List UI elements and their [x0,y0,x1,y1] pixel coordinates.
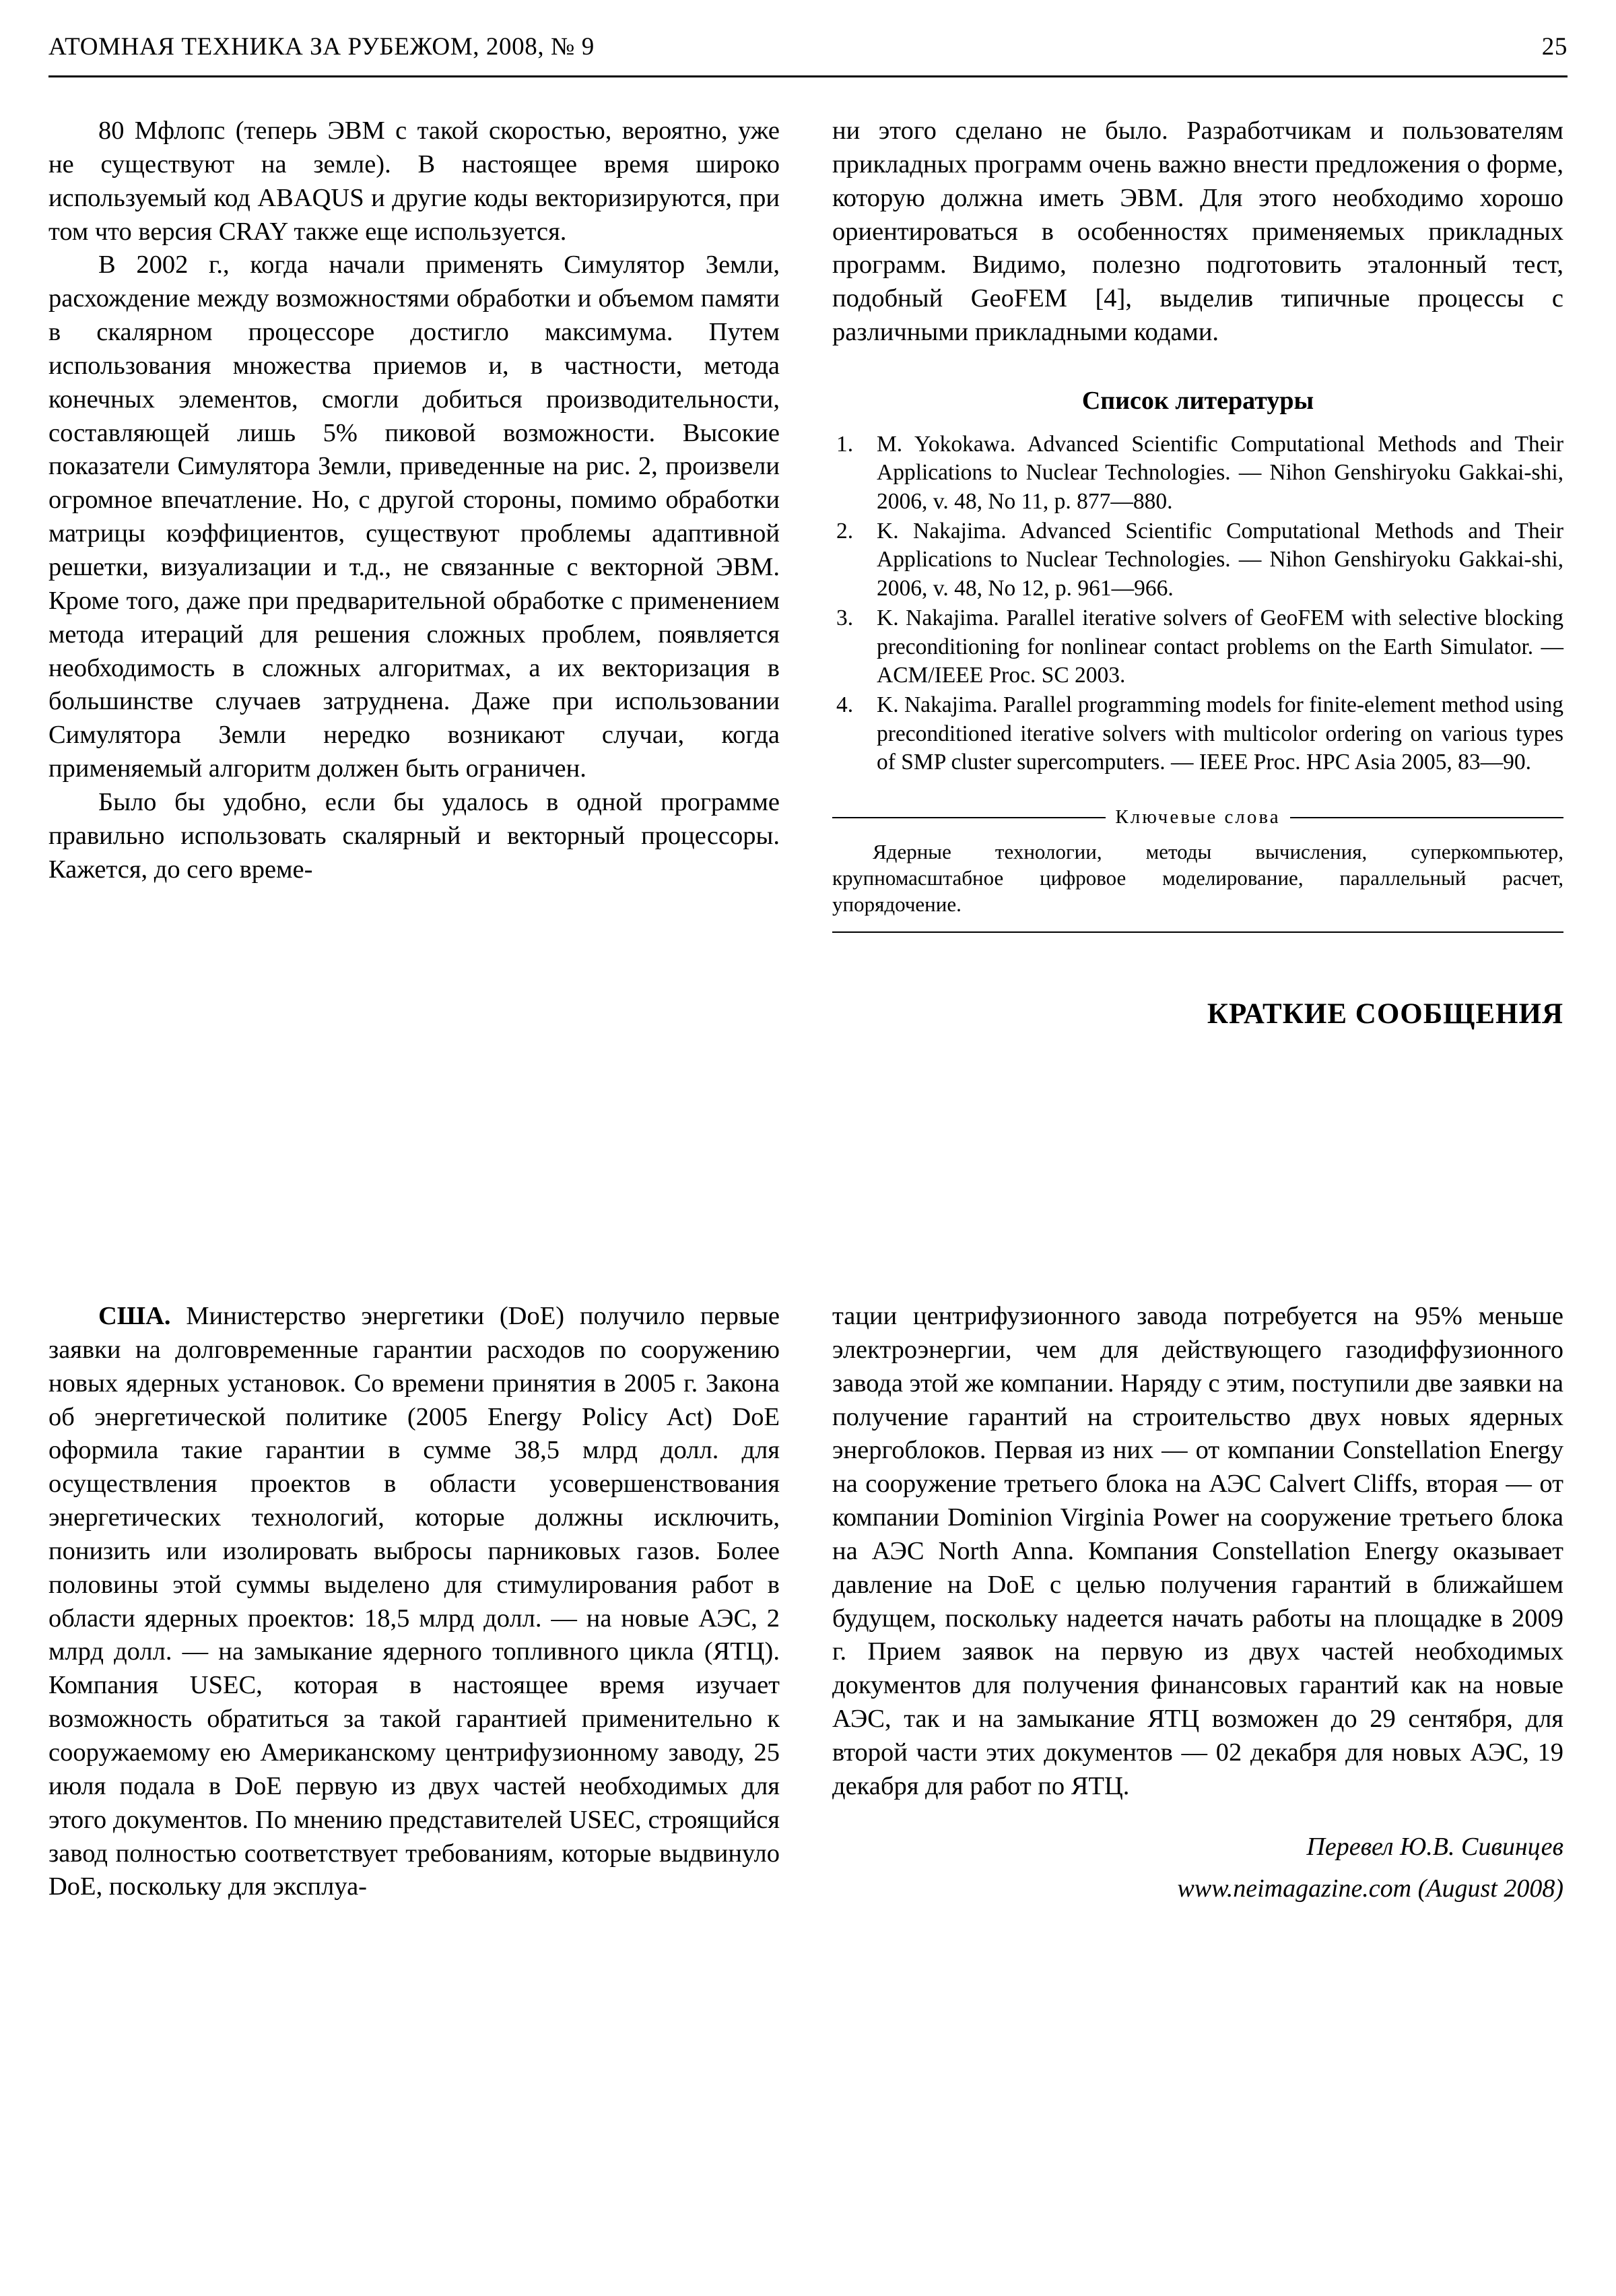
reference-text: K. Nakajima. Parallel programming models for finite-element method using preconditioned iterative solvers with multicolor ordering on various types of SMP cluster supercomputers. — IEEE Proc. HPC Asia 2005, 83—90. [877,692,1563,775]
paragraph: ни этого сделано не было. Разработчикам и пользователям прикладных программ очень важно внести предложения о форме, которую должна иметь ЭВМ. Для этого необходимо хорошо ориентироваться в особенностях применяемых прикладных программ. Видимо, полезно подготовить эталонный тест, подобный GeoFEM [4], выделив типичные процессы с различными прикладными кодами. [832,117,1563,347]
right-column-top [832,114,1563,1030]
rule-right [1290,817,1563,818]
reference-text: M. Yokokawa. Advanced Scientific Computational Methods and Their Applications to Nuclear Technologies. — Nihon Genshiryoku Gakkai-shi, 2006, v. 48, No 11, p. 877—880. [877,431,1563,514]
reference-number: 1. [836,431,854,457]
reference-number: 3. [836,605,854,631]
references-heading: Список литературы [1081,386,1314,415]
paragraph: Было бы удобно, если бы удалось в одной программе правильно использовать скалярный и векторный процессоры. Кажется, до сего време- [48,787,780,884]
keywords-block [832,806,1563,932]
reference-item [832,691,1563,777]
keywords-text: Ядерные технологии, методы вычисления, суперкомпьютер, крупномасштабное цифровое моделирование, параллельный расчет, упорядочение. [832,840,1563,916]
page-number: 25 [1541,33,1568,61]
left-column-news [48,1300,780,1904]
reference-text: K. Nakajima. Advanced Scientific Computational Methods and Their Applications to Nuclear Technologies. — Nihon Genshiryoku Gakkai-shi, 2006, v. 48, No 12, p. 961—966. [877,519,1563,601]
news-body-left: Министерство энергетики (DoE) получило первые заявки на долговременные гарантии расходов по сооружению новых ядерных установок. Со времени принятия в 2005 г. Закона об энергетической политике (2005 Energy Policy Act) DoE оформила такие гарантии в сумме 38,5 млрд долл. для осуществления проектов в области усовершенствования энергетических технологий, которые должны исключить, понизить или изолировать выбросы парниковых газов. Более половины этой суммы выделено для стимулирования работ в области ядерных проектов: 18,5 млрд долл. — на новые АЭС, 2 млрд долл. — на замыкание ядерного топливного цикла (ЯТЦ). Компания USEC, которая в настоящее время изучает возможность обратиться за такой гарантией применительно к сооружаемому ею Американскому центрифузионному заводу, 25 июля подала в DoE первую из двух частей необходимых для этого документов. По мнению представителей USEC, строящийся завод полностью соответствует требованиям, которые выдвинуло DoE, поскольку для эксплуа- [48,1302,780,1901]
keywords-bottom-divider [832,931,1563,933]
keywords-label: Ключевые слова [1115,806,1281,828]
news-paragraph-left [48,1300,780,1904]
keywords-header [832,806,1563,828]
reference-item [832,604,1563,690]
references-list [832,430,1563,777]
news-country-lead: США. [98,1302,171,1330]
translator-credit: Перевел Ю.В. Сивинцев [1306,1832,1563,1861]
right-column-news [832,1300,1563,1904]
section-heading: КРАТКИЕ СООБЩЕНИЯ [1207,997,1563,1030]
rule-left [832,817,1106,818]
paragraph: В 2002 г., когда начали применять Симулятор Земли, расхождение между возможностями обработки и объемом памяти в скалярном процессоре достигло максимума. Путем использования множества приемов и, в частности, метода конечных элементов, смогли добиться производительности, составляющей лишь 5% пиковой возможности. Высокие показатели Симулятора Земли, приведенные на рис. 2, произвели огромное впечатление. Но, с другой стороны, помимо обработки матрицы коэффициентов, существуют проблемы адаптивной решетки, визуализации и т.д., не связанные с векторной ЭВМ. Кроме того, даже при предварительной обработке с применением метода итераций для решения сложных проблем, появляется необходимость в сложных алгоритмах, а их векторизация в большинстве случаев затруднена. Даже при использовании Симулятора Земли нередко возникают случаи, когда применяемый алгоритм должен быть ограничен. [48,251,780,783]
reference-item [832,430,1563,516]
news-paragraph-right: тации центрифузионного завода потребуется на 95% меньше электроэнергии, чем для действующего газодиффузионного завода этой же компании. Наряду с этим, поступили две заявки на получение гарантий на строительство двух новых ядерных энергоблоков. Первая из них — от компании Constellation Energy на сооружение третьего блока на АЭС Calvert Cliffs, вторая — от компании Dominion Virginia Power на сооружение третьего блока на АЭС North Anna. Компания Constellation Energy оказывает давление на DoE с целью получения гарантий в ближайшем будущем, поскольку надеется начать работы на площадке в 2009 г. Прием заявок на первую из двух частей необходимых документов для получения финансовых гарантий как на новые АЭС, так и на замыкание ЯТЦ возможен до 29 сентября, для второй части этих документов — 02 декабря для новых АЭС, 19 декабря для работ по ЯТЦ. [832,1302,1563,1800]
top-columns [48,114,1568,1030]
news-columns [48,1300,1568,1904]
header-divider [48,75,1568,77]
source-credit: www.neimagazine.com (August 2008) [1177,1874,1563,1903]
left-column-top [48,114,780,1030]
reference-item [832,517,1563,603]
reference-number: 4. [836,692,854,718]
journal-title: АТОМНАЯ ТЕХНИКА ЗА РУБЕЖОМ, 2008, № 9 [48,33,595,61]
reference-number: 2. [836,519,854,544]
paragraph: 80 Мфлопс (теперь ЭВМ с такой скоростью, вероятно, уже не существуют на земле). В настоящее время широко используемый код ABAQUS и другие коды векторизируются, при том что версия CRAY также еще используется. [48,117,780,246]
running-head [48,32,1568,61]
reference-text: K. Nakajima. Parallel iterative solvers of GeoFEM with selective blocking preconditioning for nonlinear contact problems on the Earth Simulator. — ACM/IEEE Proc. SC 2003. [877,605,1563,688]
